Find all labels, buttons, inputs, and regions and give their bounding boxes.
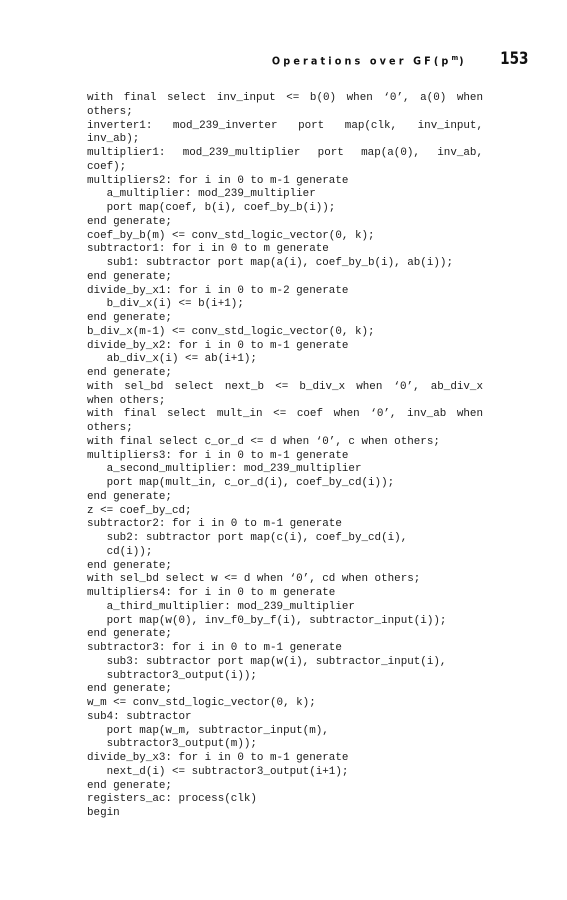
code-line: port map(w_m, subtractor_input(m), <box>87 724 329 737</box>
code-line: end generate; <box>87 490 172 503</box>
code-line: multipliers4: for i in 0 to m generate <box>87 587 336 599</box>
code-line: end generate; <box>87 312 172 324</box>
code-line: a_third_multiplier: mod_239_multiplier <box>87 600 355 613</box>
code-line: subtractor1: for i in 0 to m generate <box>87 243 329 256</box>
code-line: end generate; <box>87 779 172 792</box>
code-line: multipliers2: for i in 0 to m-1 generate <box>87 174 349 187</box>
code-line: subtractor3_output(m)); <box>87 738 257 751</box>
code-line: end generate; <box>87 559 172 572</box>
code-line: registers_ac: process(clk) <box>87 793 257 806</box>
code-line: port map(w(0), inv_f0_by_f(i), subtractor_input(i)); <box>87 614 447 627</box>
code-line: multipliers3: for i in 0 to m-1 generate <box>87 449 349 462</box>
running-title-superscript: m <box>451 53 459 62</box>
code-line: z <= coef_by_cd; <box>87 504 192 517</box>
code-line: inverter1: mod_239_inverter port map(clk, inv_input, <box>87 119 483 132</box>
code-line: subtractor3_output(i)); <box>87 669 257 682</box>
code-line: b_div_x(i) <= b(i+1); <box>87 298 244 311</box>
code-line: with sel_bd select w <= d when ‘0’, cd when others; <box>87 573 421 586</box>
code-line: multiplier1: mod_239_multiplier port map(a(0), inv_ab, <box>87 147 483 159</box>
code-line: others; <box>87 422 133 434</box>
code-line: sub4: subtractor <box>87 710 192 723</box>
code-line: ab_div_x(i) <= ab(i+1); <box>87 353 257 366</box>
code-line: next_d(i) <= subtractor3_output(i+1); <box>87 765 349 778</box>
code-line: b_div_x(m-1) <= conv_std_logic_vector(0, k); <box>87 325 375 338</box>
code-line: divide_by_x2: for i in 0 to m-1 generate <box>87 339 349 352</box>
code-line: end generate; <box>87 628 172 641</box>
code-line: divide_by_x1: for i in 0 to m-2 generate <box>87 284 349 297</box>
running-title <box>272 54 467 68</box>
code-line: end generate; <box>87 270 172 283</box>
code-line: sub2: subtractor port map(c(i), coef_by_cd(i), <box>87 532 408 544</box>
running-title-close: ) <box>458 55 467 67</box>
code-line: coef); <box>87 160 127 173</box>
code-line: with final select mult_in <= coef when ‘0’, inv_ab when <box>87 408 483 421</box>
code-line: others; <box>87 105 133 118</box>
code-line: with sel_bd select next_b <= b_div_x when ‘0’, ab_div_x <box>87 380 483 393</box>
code-line: when others; <box>87 394 166 407</box>
code-line: sub1: subtractor port map(a(i), coef_by_b(i), ab(i)); <box>87 257 453 269</box>
code-line: end generate; <box>87 683 172 696</box>
code-line: with final select c_or_d <= d when ‘0’, c when others; <box>87 435 440 448</box>
code-line: end generate; <box>87 215 172 228</box>
code-line: subtractor2: for i in 0 to m-1 generate <box>87 518 342 531</box>
code-line: with final select inv_input <= b(0) when ‘0’, a(0) when <box>87 92 483 104</box>
running-title-text: Operations over GF(p <box>271 55 452 67</box>
code-line: port map(mult_in, c_or_d(i), coef_by_cd(i)); <box>87 477 395 489</box>
page-number: 153 <box>499 49 528 69</box>
code-line: cd(i)); <box>87 545 153 558</box>
code-line: port map(coef, b(i), coef_by_b(i)); <box>87 202 336 214</box>
code-line: inv_ab); <box>87 133 140 146</box>
code-line: a_multiplier: mod_239_multiplier <box>87 188 316 201</box>
code-line: divide_by_x3: for i in 0 to m-1 generate <box>87 752 349 764</box>
code-line: w_m <= conv_std_logic_vector(0, k); <box>87 697 316 709</box>
vhdl-code-listing <box>87 92 483 821</box>
code-line: coef_by_b(m) <= conv_std_logic_vector(0, k); <box>87 229 375 242</box>
code-line: sub3: subtractor port map(w(i), subtractor_input(i), <box>87 655 447 668</box>
code-line: end generate; <box>87 367 172 379</box>
page-header <box>255 49 528 69</box>
code-line: begin <box>87 807 120 819</box>
code-line: subtractor3: for i in 0 to m-1 generate <box>87 642 342 654</box>
code-line: a_second_multiplier: mod_239_multiplier <box>87 463 362 476</box>
